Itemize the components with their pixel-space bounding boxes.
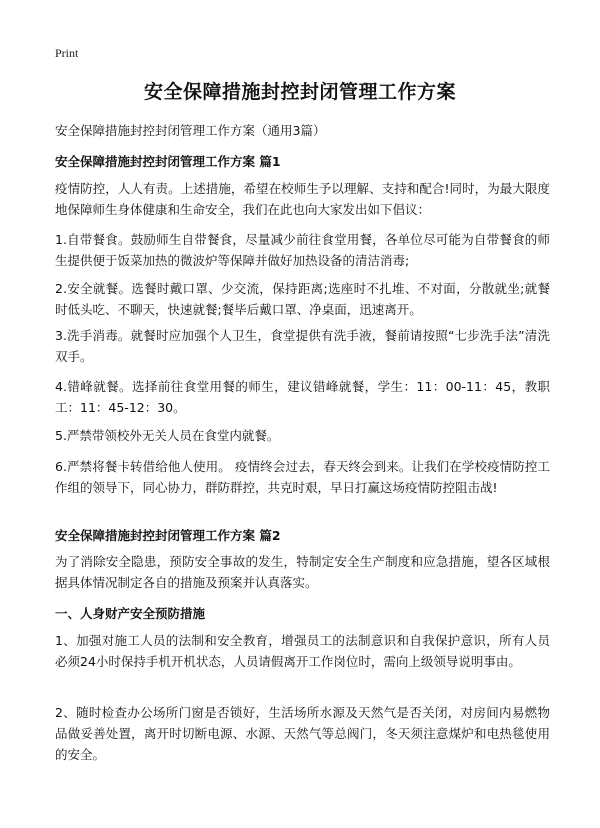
section-1-item-6: 6.严禁将餐卡转借给他人使用。 疫情终会过去，春天终会到来。让我们在学校疫情防控工作组的领导下，同心协力，群防群控，共克时艰，早日打赢这场疫情防控阻击战! xyxy=(55,459,550,495)
section-2-subheading: 一、人身财产安全预防措施 xyxy=(55,606,206,621)
section-2-item-1: 1、加强对施工人员的法制和安全教育，增强员工的法制意识和自我保护意识，所有人员必须24小时保持手机开机状态，人员请假离开工作岗位时，需向上级领导说明事由。 xyxy=(55,633,550,669)
section-1-heading: 安全保障措施封控封闭管理工作方案 篇1 xyxy=(55,154,281,169)
section-1-item-5: 5.严禁带领校外无关人员在食堂内就餐。 xyxy=(55,428,280,443)
section-1-intro: 疫情防控，人人有责。上述措施，希望在校师生予以理解、支持和配合!同时，为最大限度地保障师生身体健康和生命安全，我们在此也向大家发出如下倡议： xyxy=(55,181,550,217)
document-subtitle: 安全保障措施封控封闭管理工作方案（通用3篇） xyxy=(55,123,326,138)
section-1-item-4: 4.错峰就餐。选择前往食堂用餐的师生，建议错峰就餐，学生：11：00-11：45，教职工：11：45-12：30。 xyxy=(55,379,550,415)
section-2-intro: 为了消除安全隐患，预防安全事故的发生，特制定安全生产制度和应急措施，望各区域根据具体情况制定各自的措施及预案并认真落实。 xyxy=(55,554,550,590)
print-link[interactable]: Print xyxy=(55,46,79,60)
section-1-item-2: 2.安全就餐。选餐时戴口罩、少交流，保持距离;选座时不扎堆、不对面，分散就坐;就餐时低头吃、不聊天，快速就餐;餐毕后戴口罩、净桌面，迅速离开。 xyxy=(55,281,550,317)
section-1-item-1: 1.自带餐食。鼓励师生自带餐食，尽量减少前往食堂用餐，各单位尽可能为自带餐食的师生提供便于饭菜加热的微波炉等保障并做好加热设备的清洁消毒; xyxy=(55,232,550,268)
page-title: 安全保障措施封控封闭管理工作方案 xyxy=(143,81,456,103)
section-2-heading: 安全保障措施封控封闭管理工作方案 篇2 xyxy=(55,528,281,543)
section-2-item-2: 2、随时检查办公场所门窗是否锁好，生活场所水源及天然气是否关闭，对房间内易燃物品做妥善处置，离开时切断电源、水源、天然气等总阀门，冬天须注意煤炉和电热毯使用的安全。 xyxy=(55,705,550,762)
section-1-item-3: 3.洗手消毒。就餐时应加强个人卫生，食堂提供有洗手液，餐前请按照“七步洗手法”清洗双手。 xyxy=(55,328,550,364)
